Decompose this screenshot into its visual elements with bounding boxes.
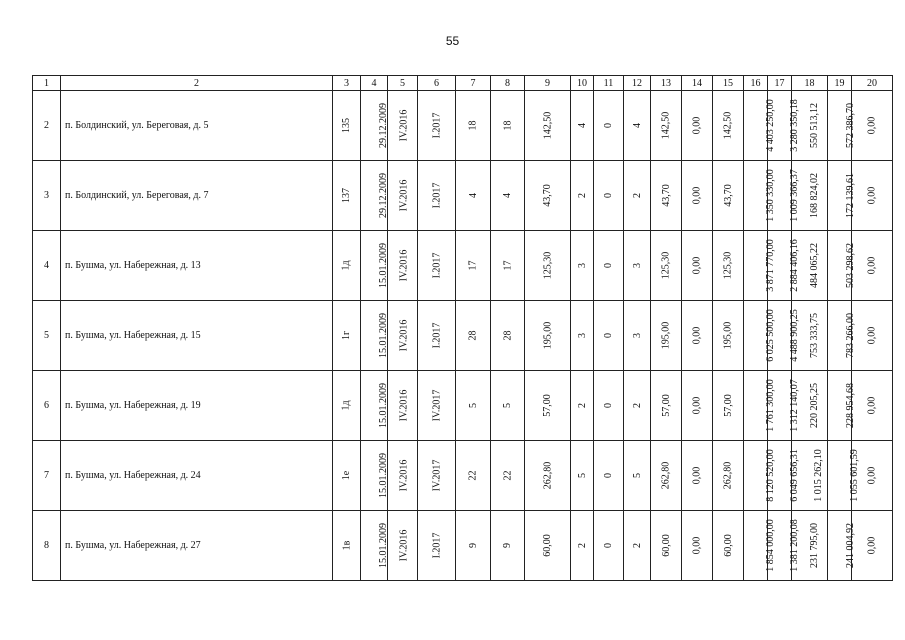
- cell-value: 1д: [341, 400, 352, 411]
- cell-value: 0: [603, 123, 614, 128]
- cell-value: 1е: [340, 470, 352, 481]
- table-cell: [525, 511, 571, 581]
- table-cell: п. Бушма, ул. Набережная, д. 13: [61, 231, 333, 301]
- table-row: [33, 441, 893, 511]
- cell-value: 125,30: [660, 251, 672, 280]
- table-cell: [828, 371, 856, 441]
- table-cell: [744, 371, 776, 441]
- cell-value: 9: [502, 543, 513, 548]
- cell-value: I.2017: [431, 182, 442, 209]
- cell-value: 0: [603, 473, 614, 478]
- table-cell: [651, 301, 682, 371]
- column-header: 4: [361, 76, 388, 91]
- table-row: [33, 511, 893, 581]
- cell-value: 142,50: [660, 111, 672, 140]
- table-body: [33, 91, 893, 581]
- cell-value: 3: [576, 333, 588, 338]
- table-cell: [651, 161, 682, 231]
- table-cell: [571, 231, 594, 301]
- column-header: 11: [594, 76, 624, 91]
- table-cell: п. Болдинский, ул. Береговая, д. 5: [61, 91, 333, 161]
- cell-value: 195,00: [660, 321, 672, 350]
- cell-value: 60,00: [542, 534, 553, 557]
- table-cell: [418, 91, 456, 161]
- table-cell: [713, 511, 744, 581]
- table-cell: [491, 301, 525, 371]
- cell-value: IV.2016: [398, 319, 410, 352]
- cell-value: 3: [631, 333, 643, 338]
- cell-value: 4: [467, 193, 479, 198]
- table-cell: [418, 231, 456, 301]
- table-cell: [333, 231, 361, 301]
- table-cell: п. Бушма, ул. Набережная, д. 15: [61, 301, 333, 371]
- cell-value: 1 015 262,10: [812, 449, 824, 502]
- column-header: 14: [682, 76, 713, 91]
- cell-value: I.2017: [431, 252, 442, 279]
- table-row: [33, 161, 893, 231]
- cell-value: 4 403 250,00: [764, 99, 776, 152]
- cell-value: 0: [603, 333, 614, 338]
- table-cell: [744, 441, 776, 511]
- cell-value: 0,00: [866, 326, 878, 345]
- table-cell: [744, 91, 776, 161]
- table-cell: п. Бушма, ул. Набережная, д. 27: [61, 511, 333, 581]
- table-cell: [744, 161, 776, 231]
- cell-value: 60,00: [722, 534, 734, 557]
- cell-value: 195,00: [542, 321, 553, 350]
- column-header: 13: [651, 76, 682, 91]
- column-header: 7: [456, 76, 491, 91]
- cell-value: 484 065,22: [809, 243, 820, 288]
- cell-value: 2: [576, 193, 588, 198]
- table-cell: [491, 161, 525, 231]
- table-row: [33, 91, 893, 161]
- table-cell: [624, 301, 651, 371]
- table-cell: [491, 91, 525, 161]
- cell-value: 1г: [340, 330, 352, 341]
- cell-value: 0,00: [866, 466, 878, 485]
- table-cell: [682, 91, 713, 161]
- table-cell: 4: [33, 231, 61, 301]
- cell-value: 1 055 601,59: [848, 449, 860, 502]
- cell-value: 15.01.2009: [378, 313, 389, 358]
- cell-value: 550 513,12: [809, 103, 820, 148]
- table-row: [33, 371, 893, 441]
- table-cell: [828, 91, 856, 161]
- table-cell: 3: [33, 161, 61, 231]
- table-cell: [388, 511, 418, 581]
- table-cell: [456, 231, 491, 301]
- cell-value: 8 120 520,00: [764, 449, 776, 502]
- cell-value: 1 350 330,00: [764, 169, 776, 222]
- cell-value: 241 004,92: [845, 523, 856, 568]
- cell-value: 0,00: [691, 326, 703, 345]
- table-cell: [828, 441, 860, 511]
- cell-value: 4: [502, 193, 513, 198]
- table-cell: [361, 441, 388, 511]
- table-cell: [491, 231, 525, 301]
- cell-value: 43,70: [660, 184, 672, 207]
- cell-value: 1 854 000,00: [764, 519, 776, 572]
- table-cell: [333, 91, 361, 161]
- cell-value: 3 280 350,18: [788, 99, 800, 152]
- cell-value: 28: [502, 330, 513, 341]
- cell-value: 783 266,00: [845, 313, 856, 358]
- cell-value: 0,00: [691, 186, 703, 205]
- table-cell: 8: [33, 511, 61, 581]
- table-cell: [388, 161, 418, 231]
- cell-value: 18: [502, 120, 513, 131]
- table-cell: [333, 161, 361, 231]
- header-row: [33, 76, 893, 91]
- table-cell: [852, 511, 893, 581]
- table-cell: [456, 371, 491, 441]
- cell-value: 503 298,62: [845, 243, 856, 288]
- cell-value: 135: [341, 118, 352, 133]
- cell-value: 6 049 656,31: [788, 449, 800, 502]
- cell-value: 15.01.2009: [378, 383, 389, 428]
- table-cell: [361, 91, 388, 161]
- table-cell: [828, 231, 856, 301]
- cell-value: 5: [631, 473, 643, 478]
- cell-value: IV.2017: [430, 459, 442, 492]
- table-cell: [456, 511, 491, 581]
- cell-value: 0,00: [866, 536, 878, 555]
- table-cell: [682, 161, 713, 231]
- cell-value: 0: [603, 543, 614, 548]
- cell-value: 572 386,70: [845, 103, 856, 148]
- table-cell: [594, 161, 624, 231]
- cell-value: 9: [467, 543, 479, 548]
- column-header: 3: [333, 76, 361, 91]
- table-cell: [418, 441, 456, 511]
- cell-value: 15.01.2009: [378, 243, 389, 288]
- table-cell: [571, 301, 594, 371]
- column-header: 1: [33, 76, 61, 91]
- table-cell: [333, 371, 361, 441]
- table-cell: [713, 371, 744, 441]
- cell-value: 0,00: [866, 396, 878, 415]
- column-header: 19: [828, 76, 852, 91]
- cell-value: IV.2016: [398, 459, 410, 492]
- column-header: 10: [571, 76, 594, 91]
- cell-value: 1 009 366,37: [788, 169, 800, 222]
- cell-value: 231 795,00: [809, 523, 820, 568]
- cell-value: 220 205,25: [809, 383, 820, 428]
- cell-value: 28: [467, 330, 479, 341]
- cell-value: 60,00: [660, 534, 672, 557]
- column-header: 15: [713, 76, 744, 91]
- table-cell: [361, 301, 388, 371]
- cell-value: 0,00: [691, 466, 703, 485]
- cell-value: 1д: [341, 260, 352, 271]
- cell-value: 2: [576, 403, 588, 408]
- table-cell: [333, 511, 361, 581]
- table-cell: [852, 301, 893, 371]
- table-cell: 5: [33, 301, 61, 371]
- table-row: [33, 301, 893, 371]
- table-row: [33, 231, 893, 301]
- table-cell: [594, 441, 624, 511]
- column-header: 12: [624, 76, 651, 91]
- table-cell: [713, 91, 744, 161]
- table-cell: [713, 231, 744, 301]
- table-cell: [828, 511, 856, 581]
- table-cell: [624, 161, 651, 231]
- table-cell: [333, 441, 361, 511]
- cell-value: IV.2016: [398, 249, 410, 282]
- cell-value: 262,80: [660, 461, 672, 490]
- table-cell: [571, 161, 594, 231]
- table-cell: [388, 91, 418, 161]
- cell-value: 5: [576, 473, 588, 478]
- cell-value: 0,00: [691, 536, 703, 555]
- cell-value: 5: [467, 403, 479, 408]
- table-cell: [624, 91, 651, 161]
- table-cell: [491, 441, 525, 511]
- cell-value: 4 488 900,25: [788, 309, 800, 362]
- table-cell: [456, 441, 491, 511]
- cell-value: 3 871 770,00: [764, 239, 776, 292]
- table-cell: [456, 301, 491, 371]
- table-cell: [571, 371, 594, 441]
- cell-value: 125,30: [722, 251, 734, 280]
- cell-value: 5: [502, 403, 513, 408]
- table-cell: 6: [33, 371, 61, 441]
- table-cell: [651, 231, 682, 301]
- table-cell: 7: [33, 441, 61, 511]
- table-cell: [594, 301, 624, 371]
- cell-value: IV.2016: [398, 179, 410, 212]
- table-cell: [682, 301, 713, 371]
- cell-value: IV.2016: [398, 529, 410, 562]
- cell-value: 0,00: [691, 116, 703, 135]
- table-cell: [388, 231, 418, 301]
- table-cell: [525, 231, 571, 301]
- table-cell: [571, 91, 594, 161]
- table-cell: [713, 441, 744, 511]
- table-cell: [418, 301, 456, 371]
- cell-value: 6 025 500,00: [764, 309, 776, 362]
- cell-value: 142,50: [722, 111, 734, 140]
- table-cell: [713, 161, 744, 231]
- cell-value: IV.2017: [430, 389, 442, 422]
- table-cell: [828, 161, 856, 231]
- table-cell: [491, 371, 525, 441]
- cell-value: 2: [576, 543, 588, 548]
- cell-value: 57,00: [542, 394, 553, 417]
- table-cell: [388, 441, 418, 511]
- cell-value: 0,00: [866, 186, 878, 205]
- cell-value: 22: [502, 470, 513, 481]
- table-cell: [571, 511, 594, 581]
- cell-value: I.2017: [431, 112, 442, 139]
- table-cell: [682, 441, 713, 511]
- cell-value: 29.12.2009: [378, 103, 389, 148]
- table-header: [33, 76, 893, 91]
- table-cell: [456, 161, 491, 231]
- table-cell: [525, 161, 571, 231]
- table-cell: [682, 371, 713, 441]
- cell-value: IV.2016: [398, 389, 410, 422]
- column-header: 5: [388, 76, 418, 91]
- cell-value: 1 381 200,08: [788, 519, 800, 572]
- cell-value: 3: [631, 263, 643, 268]
- table-cell: [594, 231, 624, 301]
- cell-value: 2: [631, 193, 643, 198]
- cell-value: 15.01.2009: [378, 453, 389, 498]
- cell-value: 2: [631, 543, 643, 548]
- table-cell: [594, 91, 624, 161]
- table-cell: п. Болдинский, ул. Береговая, д. 7: [61, 161, 333, 231]
- table-cell: [744, 511, 776, 581]
- table-cell: п. Бушма, ул. Набережная, д. 24: [61, 441, 333, 511]
- table-cell: [388, 301, 418, 371]
- cell-value: 0: [603, 403, 614, 408]
- cell-value: 57,00: [660, 394, 672, 417]
- table-cell: [744, 231, 776, 301]
- table-cell: [525, 371, 571, 441]
- cell-value: 3: [576, 263, 588, 268]
- table-cell: [418, 511, 456, 581]
- cell-value: 18: [467, 120, 479, 131]
- table-cell: [852, 371, 893, 441]
- cell-value: 0: [603, 263, 614, 268]
- table-cell: [713, 301, 744, 371]
- table-cell: [361, 231, 388, 301]
- cell-value: 29.12.2009: [378, 173, 389, 218]
- table-cell: [418, 371, 456, 441]
- table-cell: [852, 91, 893, 161]
- column-header: 6: [418, 76, 456, 91]
- column-header: 2: [61, 76, 333, 91]
- cell-value: 43,70: [722, 184, 734, 207]
- cell-value: 2 884 406,16: [788, 239, 800, 292]
- table-cell: [651, 371, 682, 441]
- cell-value: I.2017: [431, 322, 442, 349]
- cell-value: 15.01.2009: [378, 523, 389, 568]
- table-cell: [594, 511, 624, 581]
- table-cell: [828, 301, 856, 371]
- table-cell: [525, 91, 571, 161]
- table-cell: [491, 511, 525, 581]
- cell-value: 142,50: [542, 111, 553, 140]
- table-cell: [651, 91, 682, 161]
- table-cell: п. Бушма, ул. Набережная, д. 19: [61, 371, 333, 441]
- data-table: [32, 75, 893, 581]
- cell-value: 1 761 300,00: [764, 379, 776, 432]
- cell-value: IV.2016: [398, 109, 410, 142]
- cell-value: 262,80: [542, 461, 553, 490]
- cell-value: 0,00: [691, 396, 703, 415]
- cell-value: 57,00: [722, 394, 734, 417]
- cell-value: 43,70: [542, 184, 553, 207]
- column-header: 18: [792, 76, 828, 91]
- table-cell: [525, 301, 571, 371]
- cell-value: 172 139,61: [845, 173, 856, 218]
- page-number: 55: [445, 34, 460, 48]
- table-cell: [852, 161, 893, 231]
- cell-value: 4: [576, 123, 588, 128]
- cell-value: I.2017: [431, 532, 442, 559]
- table-cell: [361, 511, 388, 581]
- column-header: 9: [525, 76, 571, 91]
- cell-value: 1 312 140,07: [788, 379, 800, 432]
- table-cell: [682, 231, 713, 301]
- table-cell: [744, 301, 776, 371]
- table-cell: [456, 91, 491, 161]
- cell-value: 753 333,75: [809, 313, 820, 358]
- cell-value: 17: [467, 260, 479, 271]
- table-cell: [624, 441, 651, 511]
- table-cell: [682, 511, 713, 581]
- cell-value: 168 824,02: [809, 173, 820, 218]
- cell-value: 1в: [340, 540, 352, 551]
- cell-value: 17: [502, 260, 513, 271]
- table-cell: [594, 371, 624, 441]
- table-cell: [624, 511, 651, 581]
- cell-value: 228 954,68: [845, 383, 856, 428]
- cell-value: 4: [631, 123, 643, 128]
- table-cell: [418, 161, 456, 231]
- cell-value: 137: [341, 188, 352, 203]
- table-cell: [333, 301, 361, 371]
- cell-value: 262,80: [722, 461, 734, 490]
- table-cell: 2: [33, 91, 61, 161]
- cell-value: 2: [631, 403, 643, 408]
- table-cell: [388, 371, 418, 441]
- cell-value: 125,30: [542, 251, 553, 280]
- column-header: 20: [852, 76, 893, 91]
- column-header: 16: [744, 76, 768, 91]
- cell-value: 0,00: [866, 256, 878, 275]
- cell-value: 0,00: [866, 116, 878, 135]
- table-cell: [525, 441, 571, 511]
- table-cell: [624, 231, 651, 301]
- cell-value: 22: [467, 470, 479, 481]
- table-cell: [651, 511, 682, 581]
- cell-value: 0,00: [691, 256, 703, 275]
- column-header: 8: [491, 76, 525, 91]
- table-cell: [624, 371, 651, 441]
- table-cell: [571, 441, 594, 511]
- column-header: 17: [768, 76, 792, 91]
- table-cell: [852, 231, 893, 301]
- table-cell: [651, 441, 682, 511]
- table-cell: [361, 371, 388, 441]
- cell-value: 195,00: [722, 321, 734, 350]
- table-cell: [361, 161, 388, 231]
- cell-value: 0: [603, 193, 614, 198]
